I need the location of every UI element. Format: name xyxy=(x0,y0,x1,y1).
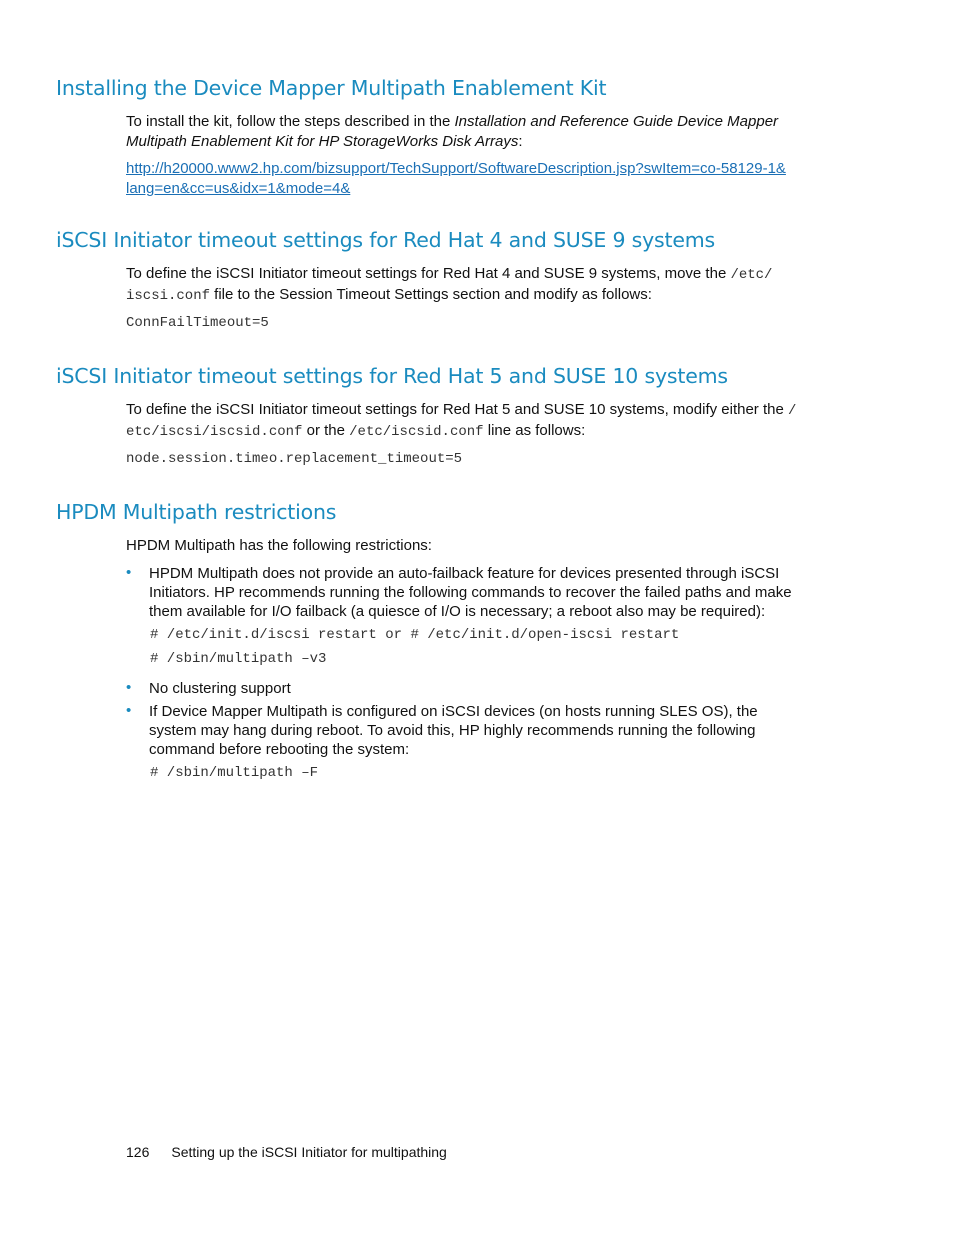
link-line-1: http://h20000.www2.hp.com/bizsupport/TechSupport/SoftwareDescription.jsp?swItem=co-58129-1& xyxy=(126,160,786,177)
rh4-path-a: /etc/ xyxy=(730,267,773,283)
install-kit-link-paragraph xyxy=(126,159,846,198)
software-description-link[interactable] xyxy=(126,160,786,197)
page-number: 126 xyxy=(126,1144,150,1160)
rh5-code: node.session.timeo.replacement_timeout=5 xyxy=(126,451,463,467)
rh4-path-b: iscsi.conf xyxy=(126,288,211,304)
heading-timeout-rh5: iSCSI Initiator timeout settings for Red Hat 5 and SUSE 10 systems xyxy=(56,364,728,388)
heading-timeout-rh4: iSCSI Initiator timeout settings for Red Hat 4 and SUSE 9 systems xyxy=(56,228,716,252)
bullet-marker: • xyxy=(126,679,132,696)
heading-restrictions: HPDM Multipath restrictions xyxy=(56,500,337,524)
rh5-path-a: / xyxy=(788,403,797,419)
guide-title: Installation and Reference Guide Device Mapper Multipath Enablement Kit for HP StorageWorks Disk Arrays xyxy=(126,113,779,150)
rh4-code: ConnFailTimeout=5 xyxy=(126,315,269,331)
restrictions-intro: HPDM Multipath has the following restrictions: xyxy=(126,537,432,554)
timeout-rh5-paragraph xyxy=(126,400,826,442)
rh5-path-c: /etc/iscsid.conf xyxy=(349,424,484,440)
install-intro-text: To install the kit, follow the steps described in the xyxy=(126,113,455,130)
chapter-title: Setting up the iSCSI Initiator for multipathing xyxy=(171,1144,447,1160)
sles-code: # /sbin/multipath –F xyxy=(150,765,319,781)
restriction-item-sles-hang: If Device Mapper Multipath is configured on iSCSI devices (on hosts running SLES OS), the system may hang during reboot. To avoid this, HP highly recommends running the following command before rebooting the system: xyxy=(149,703,758,758)
restriction-item-failback: HPDM Multipath does not provide an auto-failback feature for devices presented through iSCSI Initiators. HP recommends running the following commands to recover the failed paths and make them available for I/O failback (a quiesce of I/O is necessary; a reboot also may be required): xyxy=(149,565,792,620)
heading-install-kit: Installing the Device Mapper Multipath Enablement Kit xyxy=(56,76,607,100)
bullet-marker: • xyxy=(126,702,132,719)
link-line-2: lang=en&cc=us&idx=1&mode=4& xyxy=(126,179,351,197)
page-footer xyxy=(126,1144,447,1160)
rh5-text-b: or the xyxy=(302,422,350,439)
failback-code-2: # /sbin/multipath –v3 xyxy=(150,651,327,667)
bullet-marker: • xyxy=(126,564,132,581)
rh5-text-c: line as follows: xyxy=(483,422,586,439)
rh4-text-a: To define the iSCSI Initiator timeout settings for Red Hat 4 and SUSE 9 systems, move the xyxy=(126,265,731,282)
restriction-item-clustering: No clustering support xyxy=(149,680,291,697)
rh5-text-a: To define the iSCSI Initiator timeout settings for Red Hat 5 and SUSE 10 systems, modify either the xyxy=(126,401,788,418)
timeout-rh4-paragraph xyxy=(126,264,826,306)
rh4-text-b: file to the Session Timeout Settings section and modify as follows: xyxy=(210,286,652,303)
rh5-path-b: etc/iscsi/iscsid.conf xyxy=(126,424,303,440)
install-intro-colon: : xyxy=(518,132,523,150)
failback-code-1: # /etc/init.d/iscsi restart or # /etc/init.d/open-iscsi restart xyxy=(150,627,680,643)
install-kit-paragraph xyxy=(126,112,826,151)
